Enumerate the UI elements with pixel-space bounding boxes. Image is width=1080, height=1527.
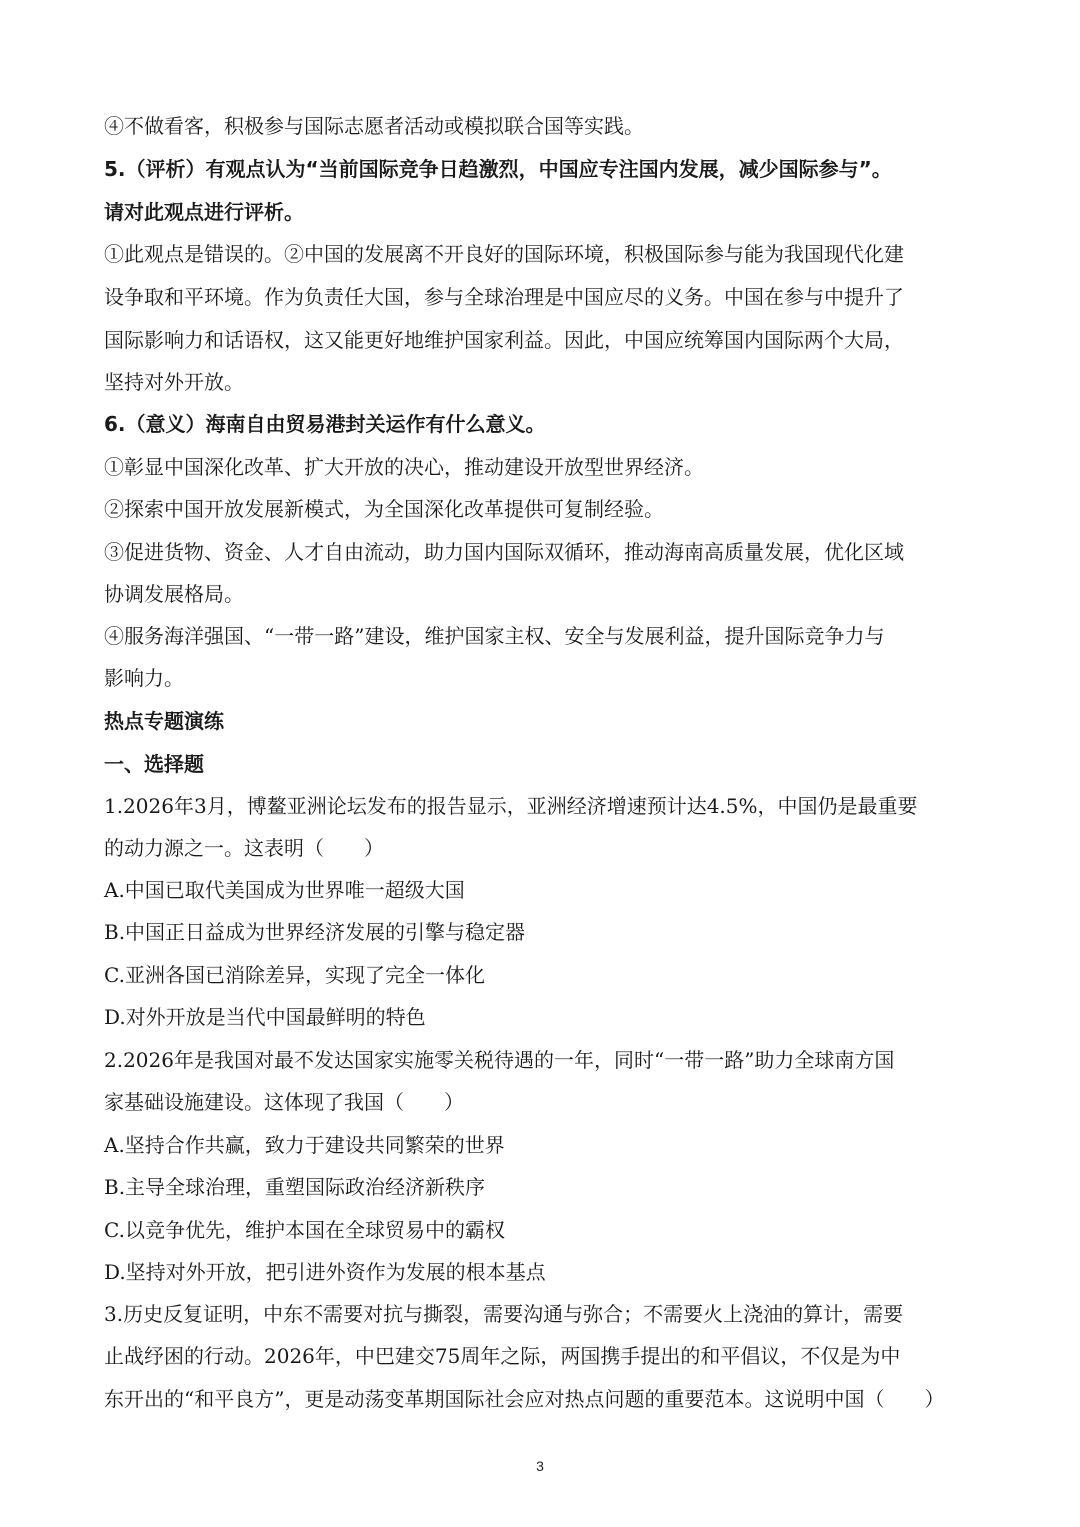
answer-line: 坚持对外开放。	[104, 370, 244, 394]
question-line: 止战纾困的行动。2026年，中巴建交75周年之际，两国携手提出的和平倡议，不仅是为中	[104, 1344, 901, 1368]
answer-line: ④不做看客，积极参与国际志愿者活动或模拟联合国等实践。	[104, 114, 644, 138]
question-line: 2.2026年是我国对最不发达国家实施零关税待遇的一年，同时“一带一路”助力全球南方国	[104, 1048, 895, 1072]
answer-line: ④服务海洋强国、“一带一路”建设，维护国家主权、安全与发展利益，提升国际竞争力与	[104, 624, 885, 648]
page-number: 3	[536, 1458, 544, 1474]
answer-line: ③促进货物、资金、人才自由流动，助力国内国际双循环，推动海南高质量发展，优化区域	[104, 540, 904, 564]
option-c: C.亚洲各国已消除差异，实现了完全一体化	[104, 963, 485, 987]
answer-line: ②探索中国开放发展新模式，为全国深化改革提供可复制经验。	[104, 497, 664, 521]
answer-line: ①此观点是错误的。②中国的发展离不开良好的国际环境，积极国际参与能为我国现代化建	[104, 242, 904, 266]
section-subtitle: 一、选择题	[104, 752, 204, 776]
answer-line: 影响力。	[104, 666, 184, 690]
option-d: D.对外开放是当代中国最鲜明的特色	[104, 1005, 426, 1029]
question-5-heading-cont: 请对此观点进行评析。	[104, 200, 304, 224]
question-line: 3.历史反复证明，中东不需要对抗与撕裂，需要沟通与弥合；不需要火上浇油的算计，需要	[104, 1302, 904, 1326]
answer-line: ①彰显中国深化改革、扩大开放的决心，推动建设开放型世界经济。	[104, 455, 704, 479]
answer-line: 协调发展格局。	[104, 582, 244, 606]
option-d: D.坚持对外开放，把引进外资作为发展的根本基点	[104, 1260, 546, 1284]
question-line: 的动力源之一。这表明（ ）	[104, 836, 384, 860]
option-b: B.中国正日益成为世界经济发展的引擎与稳定器	[104, 920, 526, 944]
option-b: B.主导全球治理，重塑国际政治经济新秩序	[104, 1175, 486, 1199]
question-5-heading: 5.（评析）有观点认为“当前国际竞争日趋激烈，中国应专注国内发展，减少国际参与”。	[104, 157, 892, 181]
option-a: A.中国已取代美国成为世界唯一超级大国	[104, 878, 465, 902]
section-title: 热点专题演练	[104, 709, 224, 733]
question-6-heading: 6.（意义）海南自由贸易港封关运作有什么意义。	[104, 412, 546, 436]
answer-line: 设争取和平环境。作为负责任大国，参与全球治理是中国应尽的义务。中国在参与中提升了	[104, 285, 904, 309]
question-line: 东开出的“和平良方”，更是动荡变革期国际社会应对热点问题的重要范本。这说明中国（ ）	[104, 1387, 945, 1411]
option-c: C.以竞争优先，维护本国在全球贸易中的霸权	[104, 1218, 505, 1242]
option-a: A.坚持合作共赢，致力于建设共同繁荣的世界	[104, 1133, 505, 1157]
answer-line: 国际影响力和话语权，这又能更好地维护国家利益。因此，中国应统筹国内国际两个大局，	[104, 328, 904, 352]
question-line: 家基础设施建设。这体现了我国（ ）	[104, 1090, 464, 1114]
question-line: 1.2026年3月，博鳌亚洲论坛发布的报告显示，亚洲经济增速预计达4.5%，中国仍是最重要	[104, 794, 918, 818]
